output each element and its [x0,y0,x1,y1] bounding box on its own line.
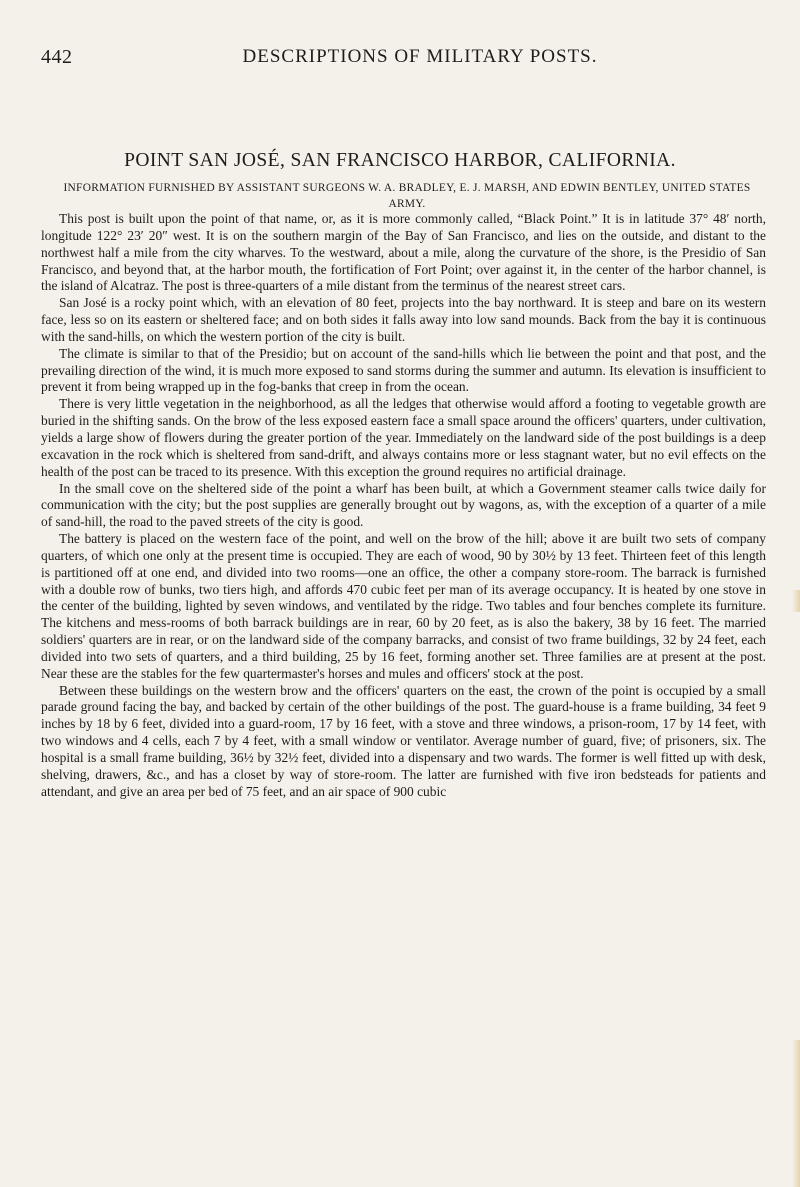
paragraph: Between these buildings on the western brow and the officers' quarters on the east, the crown of the point is occupied by a small parade ground facing the bay, and backed by certain of the other buildings of the post. The guard-house is a frame building, 34 feet 9 inches by 18 by 6 feet, divided into a guard-room, 17 by 16 feet, with a stove and three windows, a prison-room, 17 by 14 feet, with two windows and 4 cells, each 7 by 4 feet, with a small window or ventilator. Average number of guard, five; of prisoners, six. The hospital is a small frame building, 36½ by 32½ feet, divided into a dispensary and two wards. The former is well fitted up with desk, shelving, drawers, &c., and has a closet by way of store-room. The latter are furnished with five iron bedsteads for patients and attendant, and give an area per bed of 75 feet, and an air space of 900 cubic [41,682,766,799]
paragraph: There is very little vegetation in the neighborhood, as all the ledges that otherwise would afford a footing to vegetable growth are buried in the shifting sands. On the brow of the less exposed eastern face a small space around the officers' quarters, under cultivation, yields a large show of flowers during the greater portion of the year. Immediately on the landward side of the post buildings is a deep excavation in the rock which is sheltered from sand-drift, and always contains more or less stagnant water, but no evil effects on the health of the post can be traced to its presence. With this exception the ground requires no artificial drainage. [41,396,766,479]
paragraph: In the small cove on the sheltered side of the point a wharf has been built, at which a Government steamer calls twice daily for communication with the city; but the post supplies are generally brought out by wagons, as, with the exception of a quarter of a mile of sand-hill, the road to the paved streets of the city is good. [41,480,766,530]
page-edge-stain [792,1040,800,1187]
page-number: 442 [41,46,73,68]
paragraph: The climate is similar to that of the Presidio; but on account of the sand-hills which lie between the point and that post, and the prevailing direction of the wind, it is much more exposed to sand storms during the summer and autumn. Its elevation is insufficient to prevent it from being wrapped up in the fog-banks that creep in from the ocean. [41,345,766,395]
paragraph: The battery is placed on the western face of the point, and well on the brow of the hill; above it are built two sets of company quarters, of which one only at the present time is occupied. They are each of wood, 90 by 30½ by 13 feet. Thirteen feet of this length is partitioned off at one end, and divided into two rooms—one an office, the other a company store-room. The barrack is furnished with a double row of bunks, two tiers high, and affords 470 cubic feet per man of its average occupancy. It is heated by one stove in the center of the building, lighted by seven windows, and ventilated by the ridge. Two tables and four benches complete its furniture. The kitchens and mess-rooms of both barrack buildings are in rear, 60 by 20 feet, as is also the bakery, 38 by 16 feet. The married soldiers' quarters are in rear, or on the landward side of the company barracks, and consist of two frame buildings, 32 by 24 feet, each divided into two sets of quarters, and a third building, 25 by 16 feet, forming another set. Three families are at present at the post. Near these are the stables for the few quartermaster's horses and mules and officers' stock at the post. [41,531,766,681]
running-header [41,46,759,72]
article-title: POINT SAN JOSÉ, SAN FRANCISCO HARBOR, CALIFORNIA. [124,150,676,171]
paragraph: This post is built upon the point of that name, or, as it is more commonly called, “Black Point.” It is in latitude 37° 48′ north, longitude 122° 23′ 20″ west. It is on the southern margin of the Bay of San Francisco, and lies on the outside, and distant to the northwest half a mile from the city wharves. To the westward, about a mile, along the curvature of the shore, is the Presidio of San Francisco, and beyond that, at the harbor mouth, the fortification of Fort Point; over against it, in the center of the harbor channel, is the island of Alcatraz. The post is three-quarters of a mile distant from the terminus of the nearest street cars. [41,211,766,294]
running-title: DESCRIPTIONS OF MILITARY POSTS. [242,46,598,67]
source-note: INFORMATION FURNISHED BY ASSISTANT SURGEONS W. A. BRADLEY, E. J. MARSH, AND EDWIN BENTLEY, UNITED STATES ARMY. [63,182,751,210]
page-edge-stain [792,590,800,612]
article-body [41,211,766,801]
paragraph: San José is a rocky point which, with an elevation of 80 feet, projects into the bay northward. It is steep and bare on its western face, less so on its eastern or sheltered face; and on both sides it falls away into low sand mounds. Back from the bay it is continuous with the sand-hills, on which the western portion of the city is built. [41,295,766,344]
